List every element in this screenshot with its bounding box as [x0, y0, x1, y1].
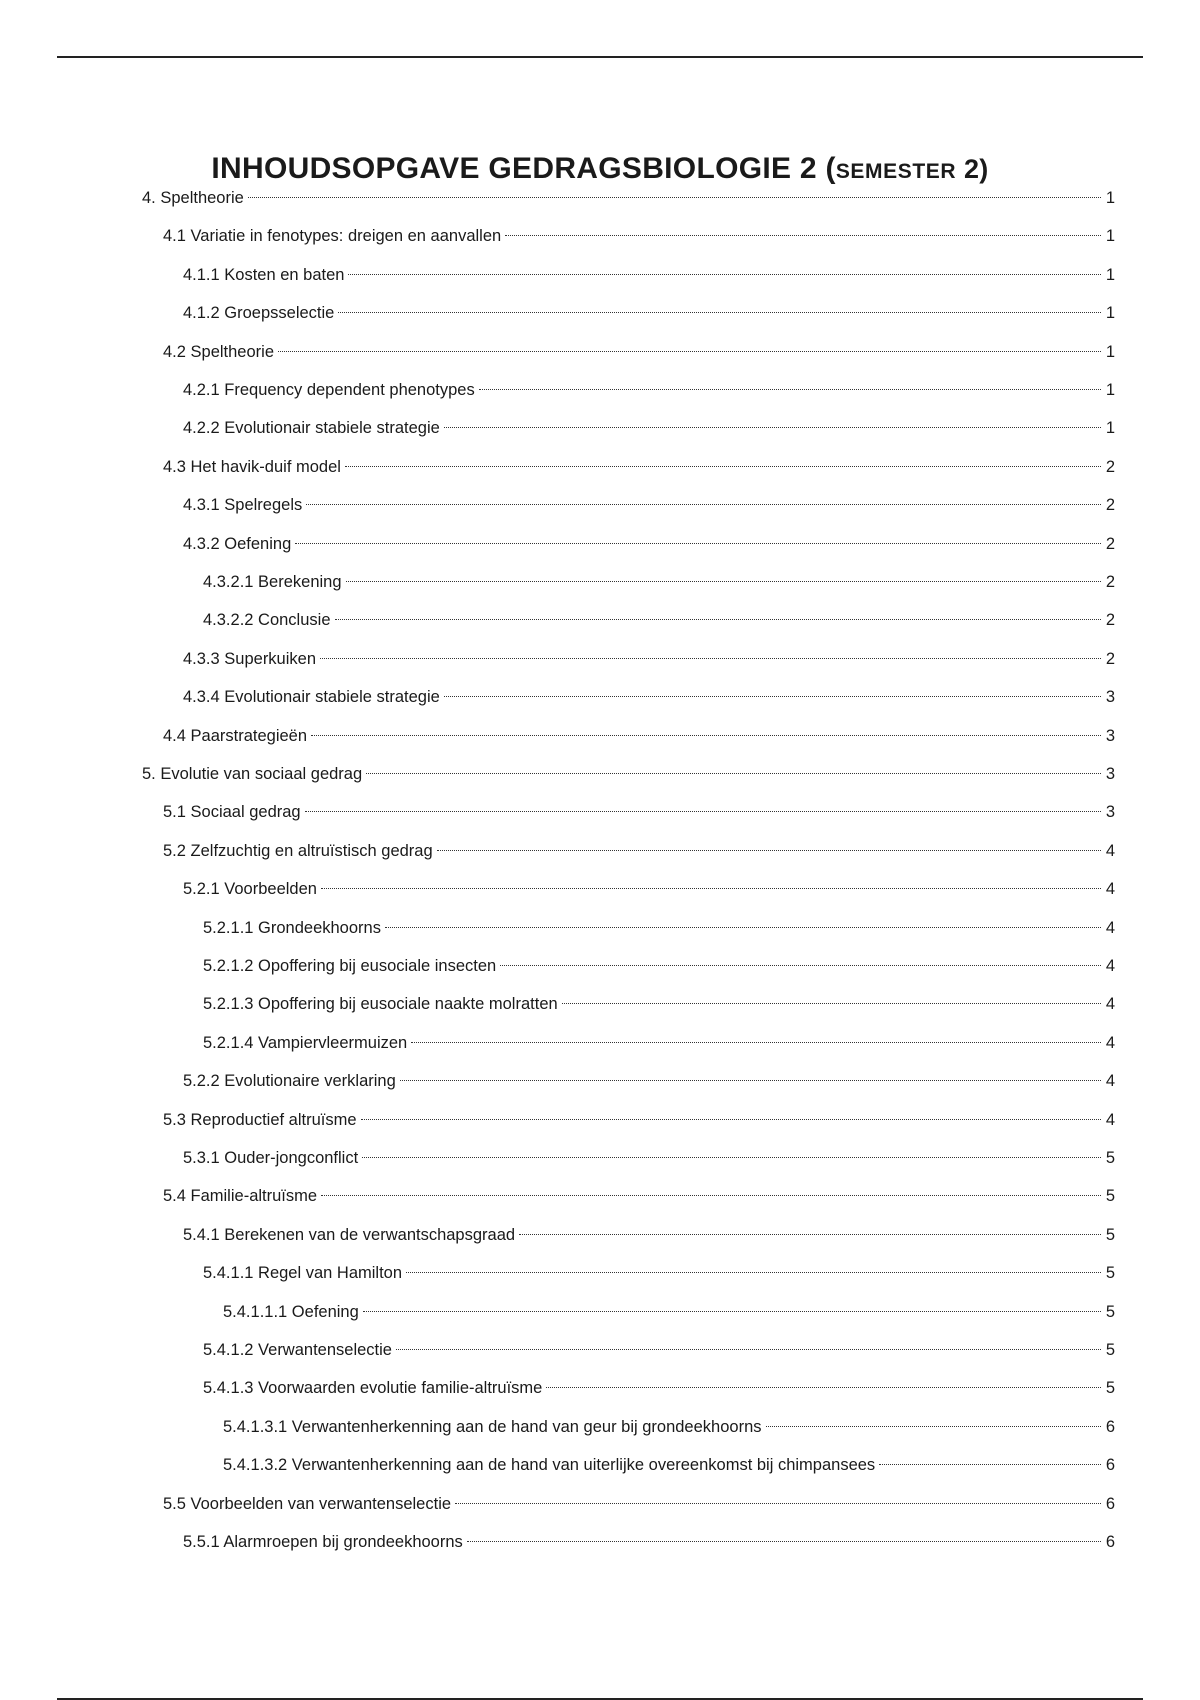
toc-entry-page-number: 4	[1105, 957, 1115, 975]
toc-entry[interactable]	[183, 1221, 1115, 1249]
toc-entry-label: 5.2.1.1 Grondeekhoorns	[203, 918, 381, 937]
toc-entry-page-number: 4	[1105, 1072, 1115, 1091]
toc-entry-label: 4.3.4 Evolutionair stabiele strategie	[183, 688, 440, 707]
toc-entry[interactable]	[163, 798, 1115, 826]
page-title	[0, 152, 1200, 186]
toc-dot-leader	[562, 1003, 1101, 1004]
toc-entry-page-number: 2	[1105, 496, 1115, 515]
toc-entry-label: 5.4.1.1 Regel van Hamilton	[203, 1264, 403, 1283]
toc-dot-leader	[248, 197, 1101, 198]
toc-entry-page-number: 4	[1105, 1110, 1115, 1129]
toc-dot-leader	[306, 504, 1101, 505]
toc-entry-page-number: 3	[1105, 803, 1115, 822]
toc-entry-label: 4.4 Paarstrategieën	[163, 726, 308, 745]
toc-entry[interactable]	[163, 837, 1115, 865]
toc-dot-leader	[338, 312, 1101, 313]
toc-entry[interactable]	[203, 990, 1115, 1018]
toc-dot-leader	[345, 466, 1101, 467]
toc-entry-page-number: 5	[1105, 1264, 1115, 1283]
toc-dot-leader	[467, 1541, 1101, 1542]
toc-entry-label: 4.2 Speltheorie	[163, 342, 274, 361]
toc-entry-page-number: 3	[1105, 765, 1115, 783]
toc-dot-leader	[348, 274, 1101, 275]
toc-entry-label: 4. Speltheorie	[142, 189, 244, 207]
toc-dot-leader	[385, 927, 1101, 928]
toc-entry-label: 5.2 Zelfzuchtig en altruïstisch gedrag	[163, 841, 433, 860]
title-sub-num: 2)	[956, 154, 989, 185]
toc-entry[interactable]	[183, 530, 1115, 558]
toc-dot-leader	[411, 1042, 1101, 1043]
toc-entry-page-number: 5	[1105, 1379, 1115, 1398]
toc-entry-page-number: 2	[1105, 534, 1115, 553]
toc-entry-page-number: 5	[1105, 1341, 1115, 1359]
toc-dot-leader	[320, 658, 1101, 659]
toc-entry-label: 5.5.1 Alarmroepen bij grondeekhoorns	[183, 1533, 463, 1551]
toc-entry[interactable]	[163, 1106, 1115, 1134]
toc-entry[interactable]	[183, 299, 1115, 327]
toc-entry[interactable]	[183, 1067, 1115, 1095]
toc-entry-label: 4.3 Het havik-duif model	[163, 457, 341, 476]
toc-entry-page-number: 3	[1105, 688, 1115, 707]
toc-entry-page-number: 5	[1105, 1302, 1115, 1321]
toc-entry[interactable]	[163, 453, 1115, 481]
toc-dot-leader	[546, 1387, 1101, 1388]
toc-dot-leader	[766, 1426, 1102, 1427]
toc-entry[interactable]	[183, 491, 1115, 519]
toc-entry[interactable]	[223, 1298, 1115, 1326]
toc-entry-page-number: 4	[1105, 841, 1115, 860]
toc-entry-page-number: 1	[1105, 419, 1115, 438]
toc-entry-label: 4.3.2 Oefening	[183, 534, 292, 553]
title-main: INHOUDSOPGAVE GEDRAGSBIOLOGIE 2 (	[211, 152, 836, 186]
toc-entry-label: 5.2.1.4 Vampiervleermuizen	[203, 1033, 408, 1052]
toc-dot-leader	[396, 1349, 1101, 1350]
toc-entry-label: 5.4.1.2 Verwantenselectie	[203, 1341, 392, 1359]
toc-entry-label: 5.3.1 Ouder-jongconflict	[183, 1149, 359, 1167]
toc-dot-leader	[366, 773, 1101, 774]
toc-entry-label: 5.3 Reproductief altruïsme	[163, 1110, 357, 1129]
toc-entry[interactable]	[183, 376, 1115, 404]
toc-entry[interactable]	[203, 1336, 1115, 1364]
toc-entry[interactable]	[183, 414, 1115, 442]
toc-entry-page-number: 1	[1105, 381, 1115, 399]
toc-entry[interactable]	[163, 222, 1115, 250]
toc-entry[interactable]	[203, 952, 1115, 980]
toc-entry-label: 5.4.1.3 Voorwaarden evolutie familie-altruïsme	[203, 1379, 543, 1398]
toc-entry[interactable]	[223, 1451, 1115, 1479]
toc-dot-leader	[505, 235, 1101, 236]
toc-entry-label: 4.1.1 Kosten en baten	[183, 265, 345, 284]
toc-dot-leader	[311, 735, 1101, 736]
toc-entry-label: 4.3.1 Spelregels	[183, 496, 303, 515]
toc-entry-page-number: 4	[1105, 995, 1115, 1014]
toc-entry-page-number: 3	[1105, 726, 1115, 745]
toc-dot-leader	[321, 1195, 1101, 1196]
toc-entry-page-number: 6	[1105, 1494, 1115, 1513]
toc-entry-label: 5.4.1.1.1 Oefening	[223, 1302, 359, 1321]
toc-entry-page-number: 4	[1105, 1033, 1115, 1052]
toc-entry[interactable]	[142, 760, 1115, 788]
toc-entry[interactable]	[183, 683, 1115, 711]
toc-entry-page-number: 6	[1105, 1456, 1115, 1475]
toc-dot-leader	[444, 696, 1101, 697]
toc-entry-label: 5.4.1.3.1 Verwantenherkenning aan de hand van geur bij grondeekhoorns	[223, 1417, 762, 1436]
toc-entry[interactable]	[203, 568, 1115, 596]
toc-entry[interactable]	[183, 645, 1115, 673]
toc-dot-leader	[295, 543, 1101, 544]
toc-entry-label: 4.3.2.1 Berekening	[203, 573, 342, 591]
toc-dot-leader	[363, 1311, 1101, 1312]
toc-dot-leader	[444, 427, 1101, 428]
toc-entry-label: 4.2.1 Frequency dependent phenotypes	[183, 381, 475, 399]
toc-entry-label: 5.4.1 Berekenen van de verwantschapsgraad	[183, 1225, 516, 1244]
toc-entry-page-number: 1	[1105, 342, 1115, 361]
toc-entry-page-number: 2	[1105, 611, 1115, 630]
toc-dot-leader	[321, 888, 1101, 889]
toc-dot-leader	[455, 1503, 1101, 1504]
toc-entry-page-number: 5	[1105, 1225, 1115, 1244]
toc-entry[interactable]	[223, 1413, 1115, 1441]
toc-entry-label: 5.5 Voorbeelden van verwantenselectie	[163, 1494, 452, 1513]
toc-entry[interactable]	[203, 1374, 1115, 1402]
toc-entry-label: 4.3.3 Superkuiken	[183, 649, 317, 668]
toc-entry-label: 5.4 Familie-altruïsme	[163, 1187, 318, 1206]
toc-dot-leader	[879, 1464, 1101, 1465]
toc-entry-page-number: 2	[1105, 573, 1115, 591]
toc-entry[interactable]	[163, 1182, 1115, 1210]
toc-entry-label: 4.2.2 Evolutionair stabiele strategie	[183, 419, 440, 438]
toc-dot-leader	[437, 850, 1101, 851]
toc-entry[interactable]	[142, 184, 1115, 212]
toc-entry[interactable]	[203, 606, 1115, 634]
header-rule	[57, 56, 1143, 58]
toc-dot-leader	[400, 1080, 1101, 1081]
toc-entry-label: 4.1 Variatie in fenotypes: dreigen en aanvallen	[163, 227, 502, 246]
toc-entry-label: 5.1 Sociaal gedrag	[163, 803, 301, 822]
toc-dot-leader	[361, 1119, 1101, 1120]
toc-entry-page-number: 4	[1105, 918, 1115, 937]
toc-entry-page-number: 6	[1105, 1417, 1115, 1436]
toc-dot-leader	[406, 1272, 1101, 1273]
toc-dot-leader	[362, 1157, 1101, 1158]
toc-entry-page-number: 1	[1105, 227, 1115, 246]
toc-entry-page-number: 1	[1105, 304, 1115, 323]
toc-entry-label: 5. Evolutie van sociaal gedrag	[142, 765, 363, 783]
toc-entry-label: 5.2.1 Voorbeelden	[183, 880, 317, 899]
toc-dot-leader	[305, 811, 1101, 812]
toc-entry-page-number: 2	[1105, 457, 1115, 476]
toc-entry-label: 5.4.1.3.2 Verwantenherkenning aan de hand van uiterlijke overeenkomst bij chimpansees	[223, 1456, 876, 1475]
toc-dot-leader	[346, 581, 1101, 582]
toc-entry-page-number: 2	[1105, 649, 1115, 668]
toc-dot-leader	[479, 389, 1101, 390]
toc-entry[interactable]	[163, 1490, 1115, 1518]
toc-dot-leader	[519, 1234, 1101, 1235]
toc-entry-page-number: 6	[1105, 1533, 1115, 1551]
toc-entry-page-number: 1	[1105, 265, 1115, 284]
toc-entry-label: 4.1.2 Groepsselectie	[183, 304, 335, 323]
toc-entry[interactable]	[163, 722, 1115, 750]
toc-entry-label: 4.3.2.2 Conclusie	[203, 611, 331, 630]
title-sub: SEMESTER	[835, 160, 957, 184]
toc-entry[interactable]	[183, 1528, 1115, 1556]
toc-entry-label: 5.2.1.2 Opoffering bij eusociale insecten	[203, 957, 497, 975]
toc-entry-label: 5.2.2 Evolutionaire verklaring	[183, 1072, 396, 1091]
toc-entry-label: 5.2.1.3 Opoffering bij eusociale naakte molratten	[203, 995, 558, 1014]
toc-entry[interactable]	[203, 1029, 1115, 1057]
toc-entry[interactable]	[163, 338, 1115, 366]
toc-entry[interactable]	[183, 875, 1115, 903]
toc-dot-leader	[278, 351, 1101, 352]
toc-entry[interactable]	[203, 914, 1115, 942]
toc-entry[interactable]	[203, 1259, 1115, 1287]
toc-entry-page-number: 4	[1105, 880, 1115, 899]
toc-entry-page-number: 1	[1105, 189, 1115, 207]
toc-entry[interactable]	[183, 261, 1115, 289]
toc-entry-page-number: 5	[1105, 1187, 1115, 1206]
toc-dot-leader	[500, 965, 1101, 966]
toc-entry-page-number: 5	[1105, 1149, 1115, 1167]
toc-entry[interactable]	[183, 1144, 1115, 1172]
toc-dot-leader	[335, 619, 1102, 620]
